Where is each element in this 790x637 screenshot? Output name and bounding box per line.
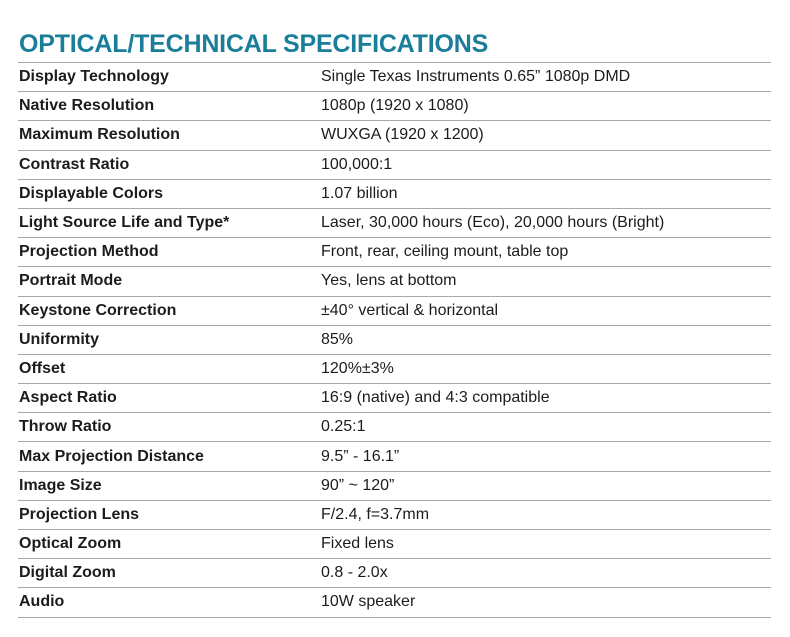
table-row: [18, 209, 771, 238]
table-row: [18, 238, 771, 267]
spec-label: Audio: [19, 593, 65, 611]
spec-value: Laser, 30,000 hours (Eco), 20,000 hours (Bright): [321, 214, 665, 232]
spec-label: Projection Method: [19, 243, 159, 261]
spec-value: Fixed lens: [321, 535, 394, 553]
page-title: OPTICAL/TECHNICAL SPECIFICATIONS: [19, 30, 489, 58]
spec-label: Native Resolution: [19, 97, 155, 115]
spec-label: Throw Ratio: [19, 418, 112, 436]
spec-label: Offset: [19, 359, 66, 377]
table-row: [18, 501, 771, 530]
table-row: [18, 355, 771, 384]
table-row: [18, 180, 771, 209]
table-row: [18, 267, 771, 296]
table-row: [18, 472, 771, 501]
spec-value: Front, rear, ceiling mount, table top: [321, 243, 569, 261]
spec-label: Aspect Ratio: [19, 389, 117, 407]
table-row: [18, 121, 771, 150]
spec-value: Yes, lens at bottom: [321, 272, 457, 290]
spec-label: Light Source Life and Type*: [19, 214, 230, 232]
table-row: [18, 384, 771, 413]
table-row: [18, 63, 771, 92]
spec-label: Image Size: [19, 476, 102, 494]
table-row: [18, 151, 771, 180]
spec-value: 1080p (1920 x 1080): [321, 97, 469, 115]
table-row: [18, 92, 771, 121]
spec-value: WUXGA (1920 x 1200): [321, 126, 484, 144]
table-row: [18, 442, 771, 471]
spec-value: 85%: [321, 330, 354, 348]
spec-table: [18, 62, 771, 618]
spec-label: Displayable Colors: [19, 184, 164, 202]
spec-value: Single Texas Instruments 0.65” 1080p DMD: [321, 68, 631, 86]
spec-value: 10W speaker: [321, 593, 416, 611]
spec-label: Max Projection Distance: [19, 447, 204, 465]
spec-label: Digital Zoom: [19, 564, 116, 582]
spec-label: Optical Zoom: [19, 535, 122, 553]
table-row: [18, 530, 771, 559]
table-row: [18, 413, 771, 442]
spec-label: Projection Lens: [19, 505, 140, 523]
spec-value: 90” ~ 120”: [321, 476, 395, 494]
spec-label: Contrast Ratio: [19, 155, 130, 173]
spec-label: Keystone Correction: [19, 301, 177, 319]
spec-label: Display Technology: [19, 68, 169, 86]
spec-label: Maximum Resolution: [19, 126, 180, 144]
spec-value: ±40° vertical & horizontal: [321, 301, 499, 319]
table-row: [18, 326, 771, 355]
spec-value: 100,000:1: [321, 155, 393, 173]
spec-value: 0.8 - 2.0x: [321, 564, 388, 582]
spec-value: 0.25:1: [321, 418, 366, 436]
spec-label: Uniformity: [19, 330, 99, 348]
table-row: [18, 559, 771, 588]
spec-value: 1.07 billion: [321, 184, 398, 202]
spec-value: 120%±3%: [321, 359, 394, 377]
table-row: [18, 297, 771, 326]
table-row: [18, 588, 771, 617]
spec-value: 9.5” - 16.1”: [321, 447, 400, 465]
spec-label: Portrait Mode: [19, 272, 123, 290]
spec-value: 16:9 (native) and 4:3 compatible: [321, 389, 550, 407]
spec-value: F/2.4, f=3.7mm: [321, 505, 430, 523]
